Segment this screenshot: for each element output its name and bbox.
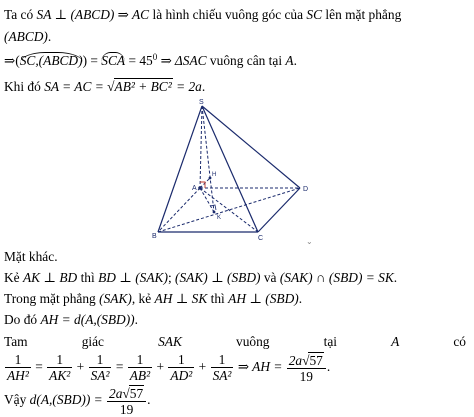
edge-ac: [200, 188, 258, 232]
text: có: [453, 334, 466, 349]
text: Mặt khác.: [4, 249, 58, 264]
math: BD ⊥ (SAK): [98, 270, 168, 285]
math: AH ⊥ SK: [154, 291, 208, 306]
text: .: [326, 358, 331, 374]
math: AK ⊥ BD: [22, 270, 78, 285]
label-k: K: [217, 215, 222, 221]
fraction: $\frac{1}{\text{AD²}}$: [170, 352, 193, 384]
fraction: $\frac{1}{\text{AB²}}$: [129, 352, 151, 384]
label-a: A: [192, 185, 197, 192]
text: lên mặt phẳng: [322, 7, 402, 22]
text: .: [393, 270, 398, 285]
text: Khi đó: [4, 79, 45, 94]
math: d(A,(SBD)) =: [29, 391, 107, 407]
math: A: [285, 53, 294, 68]
text: Trong mặt phẳng: [4, 291, 100, 306]
text: , kẻ: [131, 291, 155, 306]
math: ⇒: [4, 53, 16, 68]
math: = 2a: [172, 79, 202, 94]
edge-sk: [202, 106, 217, 212]
text: thì: [77, 270, 99, 285]
line-6: [4, 271, 397, 284]
text: ;: [167, 270, 176, 285]
text: Tam: [4, 334, 28, 349]
label-c: C: [258, 235, 264, 242]
text: giác: [81, 334, 105, 349]
line-8: [4, 313, 138, 326]
fraction: $\frac{1}{\text{SA²}}$: [212, 352, 232, 384]
point-h: [209, 177, 212, 180]
text: Kẻ: [4, 270, 23, 285]
text: .: [201, 79, 206, 94]
text: là hình chiếu vuông góc của: [149, 7, 307, 22]
text: tại: [323, 334, 337, 349]
text: .: [147, 391, 151, 407]
angle-arc: SC,(ABCD): [19, 53, 83, 68]
text: .: [293, 53, 297, 68]
math: =: [87, 53, 102, 68]
text: Do đó: [4, 312, 41, 327]
text: Vậy: [4, 391, 30, 407]
math: ⇒ ΔSAC: [157, 53, 207, 68]
fraction: $\frac{1}{\text{AK²}}$: [49, 352, 71, 384]
math: SA ⊥ (ABCD) ⇒ AC: [36, 7, 150, 22]
corner-mark: ⌄: [306, 237, 313, 246]
math: = 45: [125, 53, 153, 68]
line-5: [4, 250, 58, 263]
text: .: [298, 291, 303, 306]
line-10: $\frac{1}{\text{AH²}}$ = $\frac{1}{\text{AK²}}$ + $\frac{1}{\text{SA²}}$ = $\frac{1}{\text{AB²}}$ + $\frac{1}{\text{AD²}}$ + $\frac{1}{\text{SA²}}$ ⇒ AH = $\frac{2a√57}{19}$ .: [7, 352, 331, 385]
math: (ABCD): [4, 29, 48, 44]
math: AH ⊥ (SBD): [228, 291, 299, 306]
edge-sa: [200, 106, 202, 188]
line-4: Khi đó SA = AC = √AB² + BC² = 2a.: [4, 79, 206, 94]
degree: 0: [152, 52, 158, 62]
line-9: [4, 335, 466, 348]
label-d: D: [303, 186, 309, 193]
text: .: [134, 312, 138, 327]
text: thì: [207, 291, 229, 306]
label-s: S: [199, 99, 204, 106]
line-11: [4, 385, 151, 417]
line-1: [4, 8, 401, 21]
math: (SAK) ∩ (SBD) = SK: [279, 270, 394, 285]
line-3: ⇒(SC,(ABCD)) = SCA = $45^0$ ⇒ ΔSAC vuông cân tại A.: [4, 52, 297, 68]
label-h: H: [212, 172, 217, 178]
math: A: [391, 334, 400, 349]
sqrt: AB² + BC²: [114, 79, 172, 94]
math: SA = AC =: [44, 79, 108, 94]
text: Ta có: [4, 7, 37, 22]
math: (SAK) ⊥ (SBD): [175, 270, 261, 285]
math: SC: [306, 7, 323, 22]
fraction: $\frac{1}{\text{AH²}}$: [7, 352, 29, 384]
line-7: [4, 292, 302, 305]
edge-sd: [202, 106, 300, 188]
text: .: [47, 29, 52, 44]
math: AH = d(A,(SBD)): [40, 312, 135, 327]
text: vuông: [236, 334, 270, 349]
text: và: [260, 270, 280, 285]
point-k: [213, 211, 216, 214]
edge-sb: [158, 106, 202, 232]
fraction: $\frac{2a√57}{19}$: [107, 385, 146, 417]
math: (SAK): [99, 291, 132, 306]
line-2: [4, 30, 51, 43]
point-a: [198, 186, 202, 190]
math: SAK: [158, 334, 182, 349]
label-b: B: [152, 233, 157, 240]
edge-sc: [202, 106, 258, 232]
text: vuông cân tại: [206, 53, 286, 68]
angle-arc: SCA: [101, 53, 126, 68]
fraction: $\frac{2a√57}{19}$: [287, 352, 326, 384]
math: ⇒ AH =: [237, 358, 286, 374]
pyramid-figure: [150, 98, 320, 246]
fraction: $\frac{1}{\text{SA²}}$: [90, 352, 110, 384]
